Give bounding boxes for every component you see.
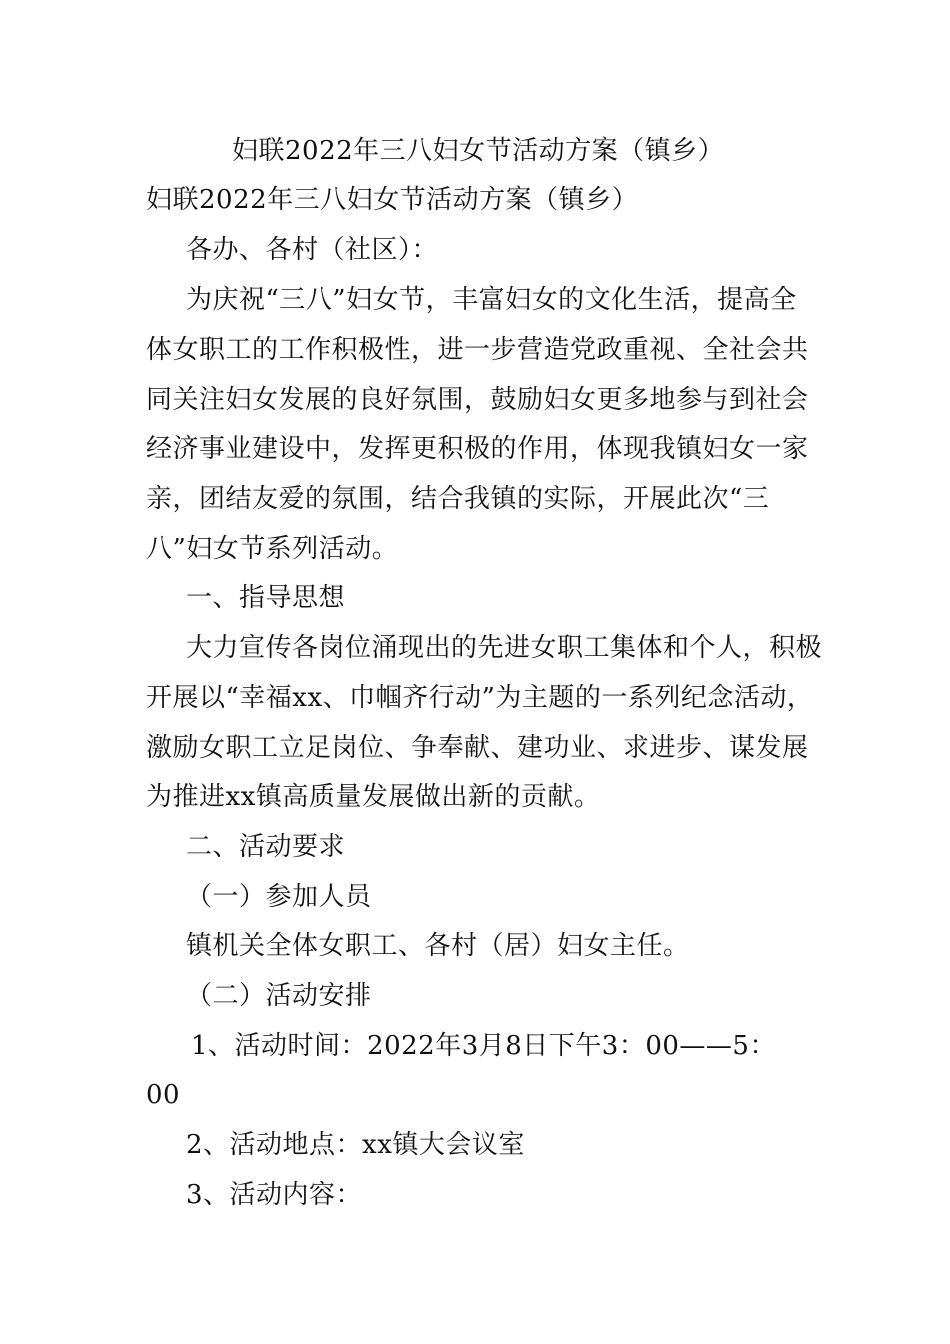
- list-item: 2、活动地点：xx镇大会议室: [186, 1130, 525, 1160]
- paragraph-line: 八”妇女节系列活动。: [146, 534, 399, 564]
- list-item: 1、活动时间：2022年3月8日下午3：00——5：: [191, 1031, 776, 1061]
- paragraph-line: 镇机关全体女职工、各村（居）妇女主任。: [186, 931, 690, 961]
- paragraph-line: 体女职工的工作积极性，进一步营造党政重视、全社会共: [146, 335, 809, 365]
- section-heading: 一、指导思想: [186, 583, 346, 613]
- subsection-heading: （一）参加人员: [186, 882, 372, 912]
- salutation: 各办、各村（社区）：: [186, 235, 439, 265]
- paragraph-line: 为推进xx镇高质量发展做出新的贡献。: [146, 782, 601, 812]
- document-subtitle: 妇联2022年三八妇女节活动方案（镇乡）: [146, 185, 639, 215]
- list-item: 3、活动内容：: [186, 1180, 363, 1210]
- paragraph-line: 亲，团结友爱的氛围，结合我镇的实际，开展此次“三: [146, 484, 770, 514]
- document-title: 妇联2022年三八妇女节活动方案（镇乡）: [232, 136, 725, 166]
- paragraph-line: 大力宣传各岗位涌现出的先进女职工集体和个人，积极: [186, 633, 823, 663]
- paragraph-line: 激励女职工立足岗位、争奉献、建功业、求进步、谋发展: [146, 733, 809, 763]
- paragraph-line: 经济事业建设中，发挥更积极的作用，体现我镇妇女一家: [146, 434, 809, 464]
- paragraph-line: 为庆祝“三八”妇女节，丰富妇女的文化生活，提高全: [186, 285, 797, 315]
- paragraph-line: 开展以“幸福xx、巾帼齐行动”为主题的一系列纪念活动，: [146, 683, 814, 713]
- subsection-heading: （二）活动安排: [186, 981, 372, 1011]
- paragraph-line: 同关注妇女发展的良好氛围，鼓励妇女更多地参与到社会: [146, 385, 809, 415]
- list-item-continuation: 00: [146, 1080, 181, 1110]
- section-heading: 二、活动要求: [186, 832, 346, 862]
